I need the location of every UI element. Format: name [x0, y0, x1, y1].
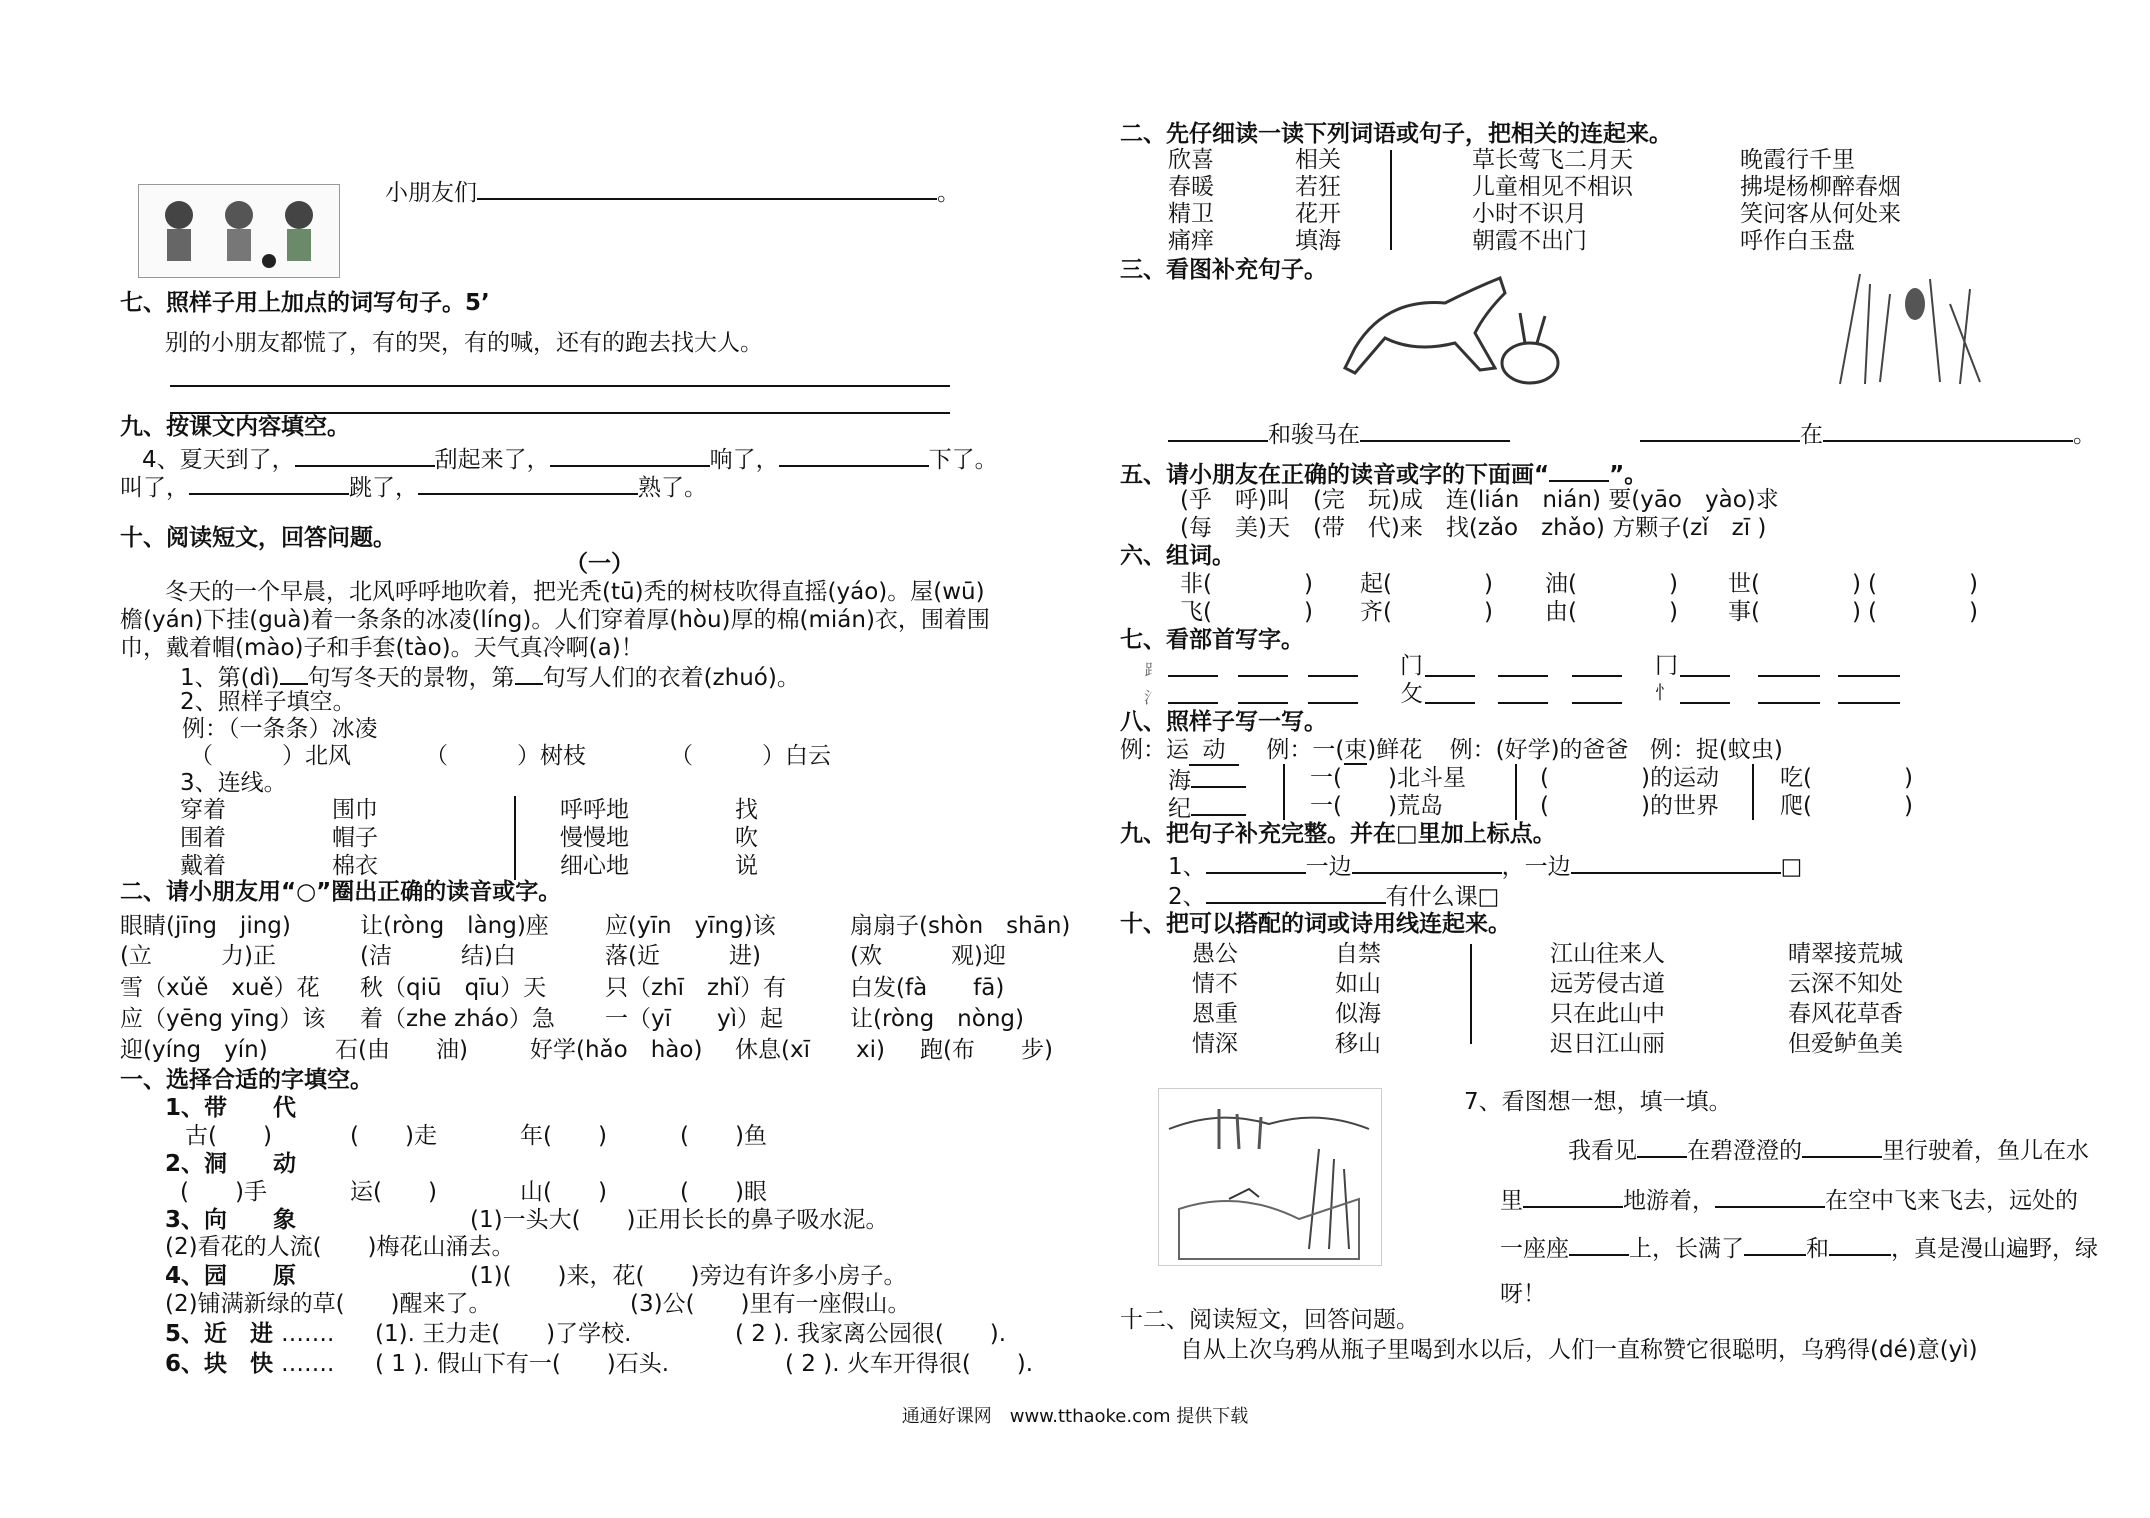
write-blank[interactable]: [1168, 675, 1218, 677]
passage-line-3: 巾，戴着帽(mào)子和手套(tào)。天气真冷啊(a)！: [120, 635, 644, 661]
write-blank[interactable]: [1498, 702, 1548, 704]
fill-branches[interactable]: （ ）树枝: [425, 743, 586, 769]
blank[interactable]: [1715, 1184, 1825, 1208]
divider: [1515, 764, 1517, 820]
match-item[interactable]: 相关: [1295, 147, 1341, 173]
sentence-complete-1: 1、 一边 ，一边 □: [1168, 850, 1802, 881]
match-divider: [1390, 150, 1392, 250]
passage-line-1: 冬天的一个早晨，北风呼呼地吹着，把光秃(tū)秃的树枝吹得直摇(yáo)。屋(wū): [165, 579, 985, 605]
fill-blank[interactable]: 山( ): [520, 1179, 607, 1205]
match-item[interactable]: 但爱鲈鱼美: [1788, 1031, 1903, 1057]
fill-sentence[interactable]: (1). 王力走( )了学校.: [375, 1321, 632, 1347]
pinyin-choice[interactable]: 秋（qiū qīu）天: [360, 975, 547, 1001]
word-group-3: 3、向 象: [165, 1207, 297, 1233]
match-item[interactable]: 花开: [1295, 201, 1341, 227]
match-item[interactable]: 小时不识月: [1472, 201, 1587, 227]
match-item[interactable]: 朝霞不出门: [1472, 228, 1587, 254]
radical: 忄: [1655, 683, 1673, 704]
right-section-6-title: 六、组词。: [1120, 543, 1235, 569]
match-item[interactable]: 愚公: [1192, 941, 1238, 967]
word-fill[interactable]: 非( ): [1180, 571, 1313, 597]
radical: 冂: [1655, 653, 1678, 679]
footer-download-credit: 通通好课网 www.tthaoke.com 提供下载: [901, 1406, 1249, 1427]
word-fill[interactable]: 飞( ): [1180, 599, 1313, 625]
picture-fill-question: 7、看图想一想，填一填。: [1464, 1089, 1732, 1115]
right-section-9-title: 九、把句子补充完整。并在□里加上标点。: [1120, 821, 1556, 847]
question-3: 3、连线。: [180, 770, 287, 796]
fill-north-wind[interactable]: （ ）北风: [190, 743, 351, 769]
right-section-3-title: 三、看图补充句子。: [1120, 257, 1327, 283]
fill-verb[interactable]: 吃( ): [1780, 765, 1913, 791]
picture-fill-line-3: 一座座 上，长满了 和 ，真是漫山遍野，绿: [1500, 1232, 2098, 1263]
match-item[interactable]: 慢慢地: [560, 825, 629, 851]
match-divider: [514, 796, 516, 880]
match-item[interactable]: 迟日江山丽: [1550, 1031, 1665, 1057]
picture-fill-line-2: 里 地游着， 在空中飞来飞去，远处的: [1500, 1184, 2078, 1215]
section-7-title: 七、照样子用上加点的词写句子。5’: [120, 290, 490, 316]
match-item[interactable]: 远芳侵古道: [1550, 971, 1665, 997]
blank[interactable]: [1206, 850, 1306, 874]
pinyin-choice[interactable]: 跑(布 步): [920, 1037, 1053, 1063]
cricket-grass-picture: [1820, 264, 1990, 390]
blank[interactable]: [295, 443, 435, 467]
blank[interactable]: [1637, 1134, 1687, 1158]
word-fill[interactable]: 油( ): [1545, 571, 1678, 597]
fill-phrase[interactable]: ( )的世界: [1540, 793, 1719, 819]
match-item[interactable]: 儿童相见不相识: [1472, 174, 1633, 200]
match-item[interactable]: 情不: [1192, 971, 1238, 997]
word-fill[interactable]: ( ): [1868, 571, 1978, 597]
divider: [1283, 764, 1285, 820]
passage-line-2: 檐(yán)下挂(guà)着一条条的冰凌(líng)。人们穿着厚(hòu)厚的棉(mián)衣，围着围: [120, 607, 990, 633]
match-item[interactable]: 欣喜: [1168, 147, 1214, 173]
blank[interactable]: [1206, 880, 1386, 904]
fill-clouds[interactable]: （ ）白云: [670, 743, 831, 769]
match-item[interactable]: 吹: [735, 825, 758, 851]
radical: 门: [1400, 653, 1423, 679]
right-section-12-title: 十二、阅读短文，回答问题。: [1120, 1307, 1419, 1333]
right-section-2-title: 二、先仔细读一读下列词语或句子，把相关的连起来。: [1120, 121, 1672, 147]
fill-blank[interactable]: ( )手: [180, 1179, 267, 1205]
horse-rabbit-picture: [1325, 258, 1580, 408]
pinyin-choice[interactable]: (立 力)正: [120, 943, 276, 969]
radical: ⻊: [1144, 660, 1161, 679]
fill-blank[interactable]: 运( ): [350, 1179, 437, 1205]
match-item[interactable]: 找: [735, 797, 758, 823]
section-8-row-1: 海: [1168, 764, 1246, 795]
section-8-example-row: 例：运 动 例：一(束)鲜花 例：(好学)的爸爸 例：捉(蚊虫): [1120, 736, 1783, 766]
word-group-2: 2、洞 动: [165, 1151, 297, 1177]
blank[interactable]: [1191, 764, 1246, 788]
fill-sentence[interactable]: ( 1 ). 假山下有一( )石头.: [375, 1351, 670, 1377]
blank[interactable]: [1571, 850, 1781, 874]
section-2-title: 二、请小朋友用“○”圈出正确的读音或字。: [120, 879, 562, 905]
kids-prompt-label: 小朋友们: [385, 180, 477, 206]
write-blank[interactable]: [1498, 675, 1548, 677]
fill-sentence[interactable]: ( 2 ). 我家离公园很( ).: [735, 1321, 1007, 1347]
fill-blank[interactable]: 古( ): [185, 1123, 272, 1149]
match-item[interactable]: 棉衣: [332, 853, 378, 879]
divider: [1752, 764, 1754, 820]
fill-sentence[interactable]: (2)铺满新绿的草( )醒来了。: [165, 1291, 492, 1317]
match-item[interactable]: 呼呼地: [560, 797, 629, 823]
blank[interactable]: [1352, 850, 1502, 874]
match-item[interactable]: 围巾: [332, 797, 378, 823]
match-item[interactable]: 草长莺飞二月天: [1472, 147, 1633, 173]
match-item[interactable]: 恩重: [1192, 1001, 1238, 1027]
write-blank[interactable]: [1680, 675, 1730, 677]
match-item[interactable]: 说: [735, 853, 758, 879]
blank[interactable]: [1569, 1232, 1629, 1256]
match-item[interactable]: 自禁: [1335, 941, 1381, 967]
write-blank[interactable]: [1168, 702, 1218, 704]
pinyin-choice[interactable]: 扇扇子(shòn shān): [850, 913, 1071, 939]
crow-passage-line: 自从上次乌鸦从瓶子里喝到水以后，人们一直称赞它很聪明，乌鸦得(dé)意(yì): [1180, 1337, 1978, 1363]
kids-prompt-line: [385, 176, 960, 207]
fill-blank[interactable]: ( )走: [350, 1123, 437, 1149]
pinyin-choice[interactable]: 落(近 进): [605, 943, 761, 969]
match-item[interactable]: 移山: [1335, 1031, 1381, 1057]
match-item[interactable]: 只在此山中: [1550, 1001, 1665, 1027]
match-item[interactable]: 江山往来人: [1550, 941, 1665, 967]
fill-blank[interactable]: ( )鱼: [680, 1123, 767, 1149]
write-blank[interactable]: [1680, 702, 1730, 704]
fill-verb[interactable]: 爬( ): [1780, 793, 1913, 819]
write-blank[interactable]: [1838, 702, 1900, 704]
fill-measure-word[interactable]: 一( )北斗星: [1310, 765, 1466, 791]
kids-playing-picture: [138, 184, 340, 278]
blank[interactable]: [515, 661, 543, 685]
pinyin-choice[interactable]: 应（yēng yīng）该: [120, 1006, 326, 1032]
answer-line-1[interactable]: [170, 385, 950, 387]
match-item[interactable]: 痛痒: [1168, 228, 1214, 254]
word-fill[interactable]: 由( ): [1545, 599, 1678, 625]
match-item[interactable]: 填海: [1295, 228, 1341, 254]
blank[interactable]: [550, 443, 710, 467]
picture-fill-line-4: 呀！: [1500, 1281, 1546, 1307]
reading-choice-line-1[interactable]: (乎 呼)叫 (完 玩)成 连(lián nián) 要(yāo yào)求: [1180, 487, 1779, 513]
match-item[interactable]: 戴着: [180, 853, 226, 879]
write-blank[interactable]: [1308, 675, 1358, 677]
match-item[interactable]: 如山: [1335, 971, 1381, 997]
blank[interactable]: [1829, 1232, 1891, 1256]
fill-sentence[interactable]: (1)一头大( )正用长长的鼻子吸水泥。: [470, 1207, 889, 1233]
pinyin-choice[interactable]: 迎(yíng yín): [120, 1037, 268, 1063]
word-group-6: 6、块 快 …….: [165, 1351, 335, 1377]
match-item[interactable]: 笑问客从何处来: [1740, 201, 1901, 227]
match-item[interactable]: 精卫: [1168, 201, 1214, 227]
pinyin-choice[interactable]: 应(yīn yīng)该: [605, 913, 776, 939]
picture-fill-line-1: 我看见 在碧澄澄的 里行驶着，鱼儿在水: [1568, 1134, 2089, 1165]
write-blank[interactable]: [1572, 702, 1622, 704]
word-group-1: 1、带 代: [165, 1095, 297, 1121]
write-blank[interactable]: [1838, 675, 1900, 677]
section-7-example: 别的小朋友都慌了，有的哭，有的喊，还有的跑去找大人。: [165, 330, 763, 356]
fill-blank[interactable]: 年( ): [520, 1123, 607, 1149]
word-fill[interactable]: ( ): [1868, 599, 1978, 625]
fill-sentence[interactable]: (1)( )来，花( )旁边有许多小房子。: [470, 1263, 907, 1289]
picture-sentence-line: 和骏马在 在 。: [1168, 418, 2096, 449]
blank[interactable]: [418, 471, 638, 495]
fill-sentence[interactable]: ( 2 ). 火车开得很( ).: [785, 1351, 1034, 1377]
blank[interactable]: [1360, 418, 1510, 442]
match-item[interactable]: 云深不知处: [1788, 971, 1903, 997]
question-2-example: 例：（一条条）冰凌: [182, 716, 378, 742]
section-1-title: 一、选择合适的字填空。: [120, 1067, 373, 1093]
word-fill[interactable]: 世( ): [1728, 571, 1861, 597]
match-item[interactable]: 穿着: [180, 797, 226, 823]
fill-blank[interactable]: ( )眼: [680, 1179, 767, 1205]
pinyin-choice[interactable]: 休息(xī xi): [735, 1037, 885, 1063]
pinyin-choice[interactable]: 眼睛(jīng jing): [120, 913, 291, 939]
match-item[interactable]: 晴翠接荒城: [1788, 941, 1903, 967]
radical: 氵: [1144, 688, 1161, 707]
question-1: 1、第(dì) 句写冬天的景物，第 句写人们的衣着(zhuó)。: [180, 661, 800, 692]
pinyin-choice[interactable]: 石(由 油): [335, 1037, 468, 1063]
write-blank[interactable]: [1758, 702, 1820, 704]
pinyin-choice[interactable]: 让(ròng nòng): [850, 1006, 1024, 1032]
word-fill[interactable]: 事( ): [1728, 599, 1861, 625]
fill-sentence[interactable]: (3)公( )里有一座假山。: [630, 1291, 911, 1317]
match-item[interactable]: 细心地: [560, 853, 629, 879]
match-item[interactable]: 拂堤杨柳醉春烟: [1740, 174, 1901, 200]
word-group-4: 4、园 原: [165, 1263, 297, 1289]
word-group-5: 5、近 进 …….: [165, 1321, 335, 1347]
write-blank[interactable]: [1425, 675, 1475, 677]
fill-sentence[interactable]: (2)看花的人流( )梅花山涌去。: [165, 1234, 515, 1260]
match-item[interactable]: 情深: [1192, 1031, 1238, 1057]
word-fill[interactable]: 齐( ): [1360, 599, 1493, 625]
section-9-title: 九、按课文内容填空。: [120, 414, 350, 440]
right-section-8-title: 八、照样子写一写。: [1120, 709, 1327, 735]
pinyin-choice[interactable]: 让(ròng làng)座: [360, 913, 549, 939]
blank[interactable]: [189, 471, 349, 495]
sentence-complete-2: 2、 有什么课□: [1168, 880, 1499, 911]
word-fill[interactable]: 起( ): [1360, 571, 1493, 597]
write-blank[interactable]: [1758, 675, 1820, 677]
fill-measure-word[interactable]: 一( )荒岛: [1310, 793, 1443, 819]
blank[interactable]: [1823, 418, 2073, 442]
pinyin-choice[interactable]: 白发(fà fā): [850, 975, 1005, 1001]
fill-phrase[interactable]: ( )的运动: [1540, 765, 1719, 791]
kids-answer-blank[interactable]: [477, 176, 937, 200]
radical: 攵: [1400, 681, 1423, 707]
match-item[interactable]: 若狂: [1295, 174, 1341, 200]
question-2: 2、照样子填空。: [180, 689, 356, 715]
blank[interactable]: [1640, 418, 1800, 442]
pinyin-choice[interactable]: 雪（xǔě xuě）花: [120, 975, 320, 1001]
pinyin-choice[interactable]: 一（yī yì）起: [605, 1006, 784, 1032]
match-item[interactable]: 晚霞行千里: [1740, 147, 1855, 173]
reading-choice-line-2[interactable]: (每 美)天 (带 代)来 找(zǎo zhǎo) 方颗子(zǐ zī ): [1180, 515, 1767, 541]
right-section-5-title: 五、请小朋友在正确的读音或字的下面画“ ”。: [1120, 458, 1647, 489]
write-blank[interactable]: [1425, 702, 1475, 704]
section-8-row-2: 纪: [1168, 792, 1246, 823]
write-blank[interactable]: [1238, 675, 1288, 677]
blank[interactable]: [1744, 1232, 1806, 1256]
landscape-picture: [1158, 1088, 1382, 1266]
match-divider: [1470, 944, 1472, 1044]
blank[interactable]: [1523, 1184, 1623, 1208]
pinyin-choice[interactable]: 只（zhī zhǐ）有: [605, 975, 787, 1001]
pinyin-choice[interactable]: 好学(hǎo hào): [530, 1037, 703, 1063]
right-section-10-title: 十、把可以搭配的词或诗用线连起来。: [1120, 911, 1511, 937]
write-blank[interactable]: [1238, 702, 1288, 704]
section-9-line-2: 叫了， 跳了， 熟了。: [120, 471, 707, 502]
blank[interactable]: [1802, 1134, 1882, 1158]
blank[interactable]: [280, 661, 308, 685]
match-item[interactable]: 帽子: [332, 825, 378, 851]
pinyin-choice[interactable]: 着（zhe zháo）急: [360, 1006, 555, 1032]
blank[interactable]: [1168, 418, 1268, 442]
match-item[interactable]: 春风花草香: [1788, 1001, 1903, 1027]
punctuation-box[interactable]: □: [1780, 854, 1803, 880]
passage-number: （一）: [565, 551, 634, 577]
section-10-title: 十、阅读短文，回答问题。: [120, 525, 396, 551]
pinyin-choice[interactable]: (欢 观)迎: [850, 943, 1006, 969]
kids-end-mark: 。: [937, 180, 960, 206]
pinyin-choice[interactable]: (洁 结)白: [360, 943, 516, 969]
write-blank[interactable]: [1572, 675, 1622, 677]
blank[interactable]: [1191, 792, 1246, 816]
section-9-line-1: 4、夏天到了， 刮起来了， 响了， 下了。: [142, 443, 998, 474]
match-item[interactable]: 春暖: [1168, 174, 1214, 200]
blank[interactable]: [779, 443, 929, 467]
right-section-7-title: 七、看部首写字。: [1120, 627, 1304, 653]
write-blank[interactable]: [1308, 702, 1358, 704]
match-item[interactable]: 呼作白玉盘: [1740, 228, 1855, 254]
match-item[interactable]: 似海: [1335, 1001, 1381, 1027]
match-item[interactable]: 围着: [180, 825, 226, 851]
